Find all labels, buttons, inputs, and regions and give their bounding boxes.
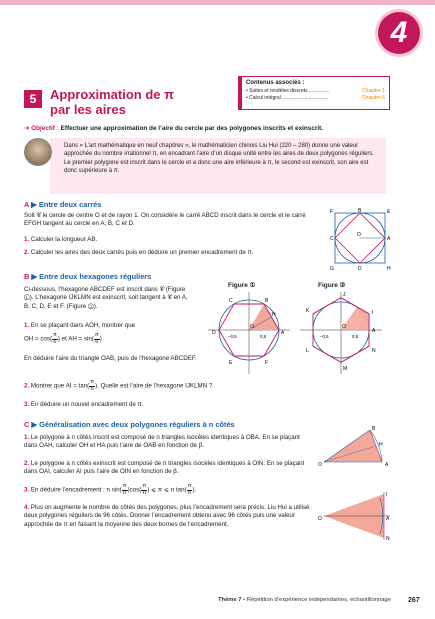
svg-text:O: O (318, 516, 322, 522)
svg-text:A: A (385, 462, 389, 468)
svg-text:L: L (306, 348, 309, 354)
svg-text:B: B (358, 208, 362, 214)
section-c-heading: C ▶ Généralisation avec deux polygones réguliers à n côtés (24, 420, 235, 429)
svg-text:H: H (379, 442, 383, 448)
section-c-q2: 2. Le polygone à n côtés exinscrit est composé de n triangles isocèles identiques à OIN. En se plaçant dans OAI, calculer AI puis l’aire de OIN en fonction de β. (24, 460, 305, 476)
section-c-q3: 3. En déduire l’encadrement : n sin( $\frac{\pi}{n}$ )cos( $\frac{\pi}{n}$ ) ⩽ π ⩽ n tan( $\frac{\pi}{n}$ ). (24, 483, 197, 496)
section-b-q1b: En déduire l’aire du triangle OAB, puis de l’hexagone ABCDEF. (24, 355, 197, 362)
section-a-intro: Soit 𝒞 le cercle de centre O et de rayon 1. On considère le carré ABCD inscrit dans le cercle et le carré EFGH tangent au cercle en A, B, C et D. (24, 212, 306, 228)
activity-number: 5 (24, 90, 42, 108)
svg-text:G: G (330, 266, 334, 272)
play-arrow-icon: ▶ (31, 200, 37, 209)
section-a-q1: 1. Calculer la longueur AB. (24, 236, 98, 243)
figure-inscribed-triangle (318, 424, 396, 488)
chapter-badge: 4 (378, 12, 420, 54)
chapter-link[interactable]: Chapitre 1 (361, 87, 385, 94)
footer-theme: Thème 7 • Répétition d’expérience indépendantes, échantillonnage (218, 597, 391, 603)
svg-text:O: O (342, 324, 346, 330)
section-b-q1-formula: OH = cos( $\frac{\pi}{6}$ ) et AH = sin( $\frac{\pi}{6}$ ) (24, 332, 102, 345)
svg-text:0,5: 0,5 (352, 334, 359, 339)
arrow-right-icon: ➜ (24, 125, 30, 132)
svg-text:C: C (229, 298, 233, 304)
liu-hui-portrait (24, 138, 52, 166)
svg-text:F: F (330, 209, 334, 215)
section-b-q3: 3. En déduire un nouvel encadrement de π. (24, 401, 144, 408)
svg-text:0,5: 0,5 (260, 334, 267, 339)
figure-1-label: Figure ① (228, 282, 256, 289)
story-block (24, 138, 386, 194)
section-b-q1: 1. En se plaçant dans AOH, montrer que (24, 322, 136, 329)
svg-text:O: O (357, 232, 361, 238)
chapter-link[interactable]: Chapitre 6 (361, 94, 385, 101)
play-arrow-icon: ▶ (31, 272, 38, 281)
figure-2-label: Figure ② (318, 282, 346, 289)
svg-text:K: K (306, 308, 310, 314)
contenus-associes-box (238, 76, 390, 110)
section-a-heading: A ▶ Entre deux carrés (24, 200, 102, 209)
svg-text:I: I (386, 492, 388, 498)
svg-text:A: A (387, 236, 391, 242)
objectif-text: Effectuer une approximation de l’aire du cercle par des polygones inscrits et exinscrit. (58, 125, 324, 132)
story-text: Dans « L’art mathématique en neuf chapitres », le mathématicien chinois Liu Hui (220 – 280) donne une valeur approchée du nombre irrationnel π, en encadrant l’aire d’un disque unité entre les aires de deux polygones réguliers. Le premier polygone est inscrit dans le cercle et a donc une aire inférieure à π, le second est exinscrit, son aire est donc supérieure à π. (50, 138, 386, 194)
figure-squares (330, 208, 400, 274)
contenus-item: • Suites et modèles discrets ............... Chapitre 1 (246, 87, 385, 94)
svg-text:I: I (372, 310, 374, 316)
svg-text:B: B (372, 426, 376, 432)
svg-text:E: E (229, 360, 233, 366)
figure-exinscribed-triangle (318, 490, 396, 542)
section-b-q2: 2. Montrer que AI = tan( $\frac{\pi}{6}$ ). Quelle est l’aire de l’hexagone IJKLMN ? (24, 379, 213, 392)
svg-text:N: N (386, 536, 390, 542)
svg-text:–0,5: –0,5 (228, 334, 237, 339)
svg-text:–0,5: –0,5 (320, 334, 329, 339)
section-b-intro: Ci-dessous, l’hexagone ABCDEF est inscrit dans 𝒞 (Figure ①). L’hexagone IJKLMN est exinscrit, soit tangent à 𝒞 en A, B, C, D, E et F. (Figure ②). (24, 286, 188, 310)
svg-text:A: A (386, 516, 390, 522)
objectif-label: Objectif : (31, 125, 59, 132)
section-c-q1: 1. Le polygone à n côtés inscrit est composé de n triangles isocèles identiques à OBA. En se plaçant dans OAH, calculer OH et HA puis l’aire de OAB en fonction de β. (24, 434, 300, 450)
section-c-q4: 4. Plus on augmente le nombre de côtés des polygones, plus l’encadrement sera précis. Liu Hui a utilisé deux polygones réguliers de 96 côtés. Donner l’encadrement obtenu avec 96 côtés puis une valeur approchée de π en faisant la moyenne des deux bornes de l’encadrement. (24, 504, 310, 528)
svg-text:A: A (372, 328, 376, 334)
contenus-item: • Calcul intégral ................................. Chapitre 6 (246, 94, 385, 101)
svg-text:J: J (343, 292, 346, 298)
top-band (0, 0, 435, 5)
svg-text:E: E (387, 209, 391, 215)
activity-title: Approximation de π par les aires (50, 87, 175, 117)
svg-text:B: B (265, 298, 269, 304)
svg-text:D: D (212, 330, 216, 336)
page-number: 267 (408, 597, 420, 604)
svg-text:H: H (387, 266, 391, 272)
svg-text:C: C (330, 236, 334, 242)
svg-text:A: A (281, 330, 285, 336)
play-arrow-icon: ▶ (31, 420, 38, 429)
contenus-title: Contenus associés : (246, 80, 305, 86)
svg-text:O: O (318, 462, 322, 468)
figure-2-hexagon (298, 290, 384, 376)
section-b-heading: B ▶ Entre deux hexagones réguliers (24, 272, 152, 281)
figure-1-hexagon (206, 290, 292, 376)
svg-text:D: D (358, 266, 362, 272)
objectif-line (24, 125, 384, 134)
svg-text:O: O (250, 324, 254, 330)
svg-text:N: N (372, 348, 376, 354)
svg-text:M: M (343, 366, 348, 372)
section-a-q2: 2. Calculer les aires des deux carrés puis en déduire un premier encadrement de π. (24, 249, 254, 256)
svg-text:H: H (272, 312, 276, 318)
svg-text:F: F (265, 360, 269, 366)
